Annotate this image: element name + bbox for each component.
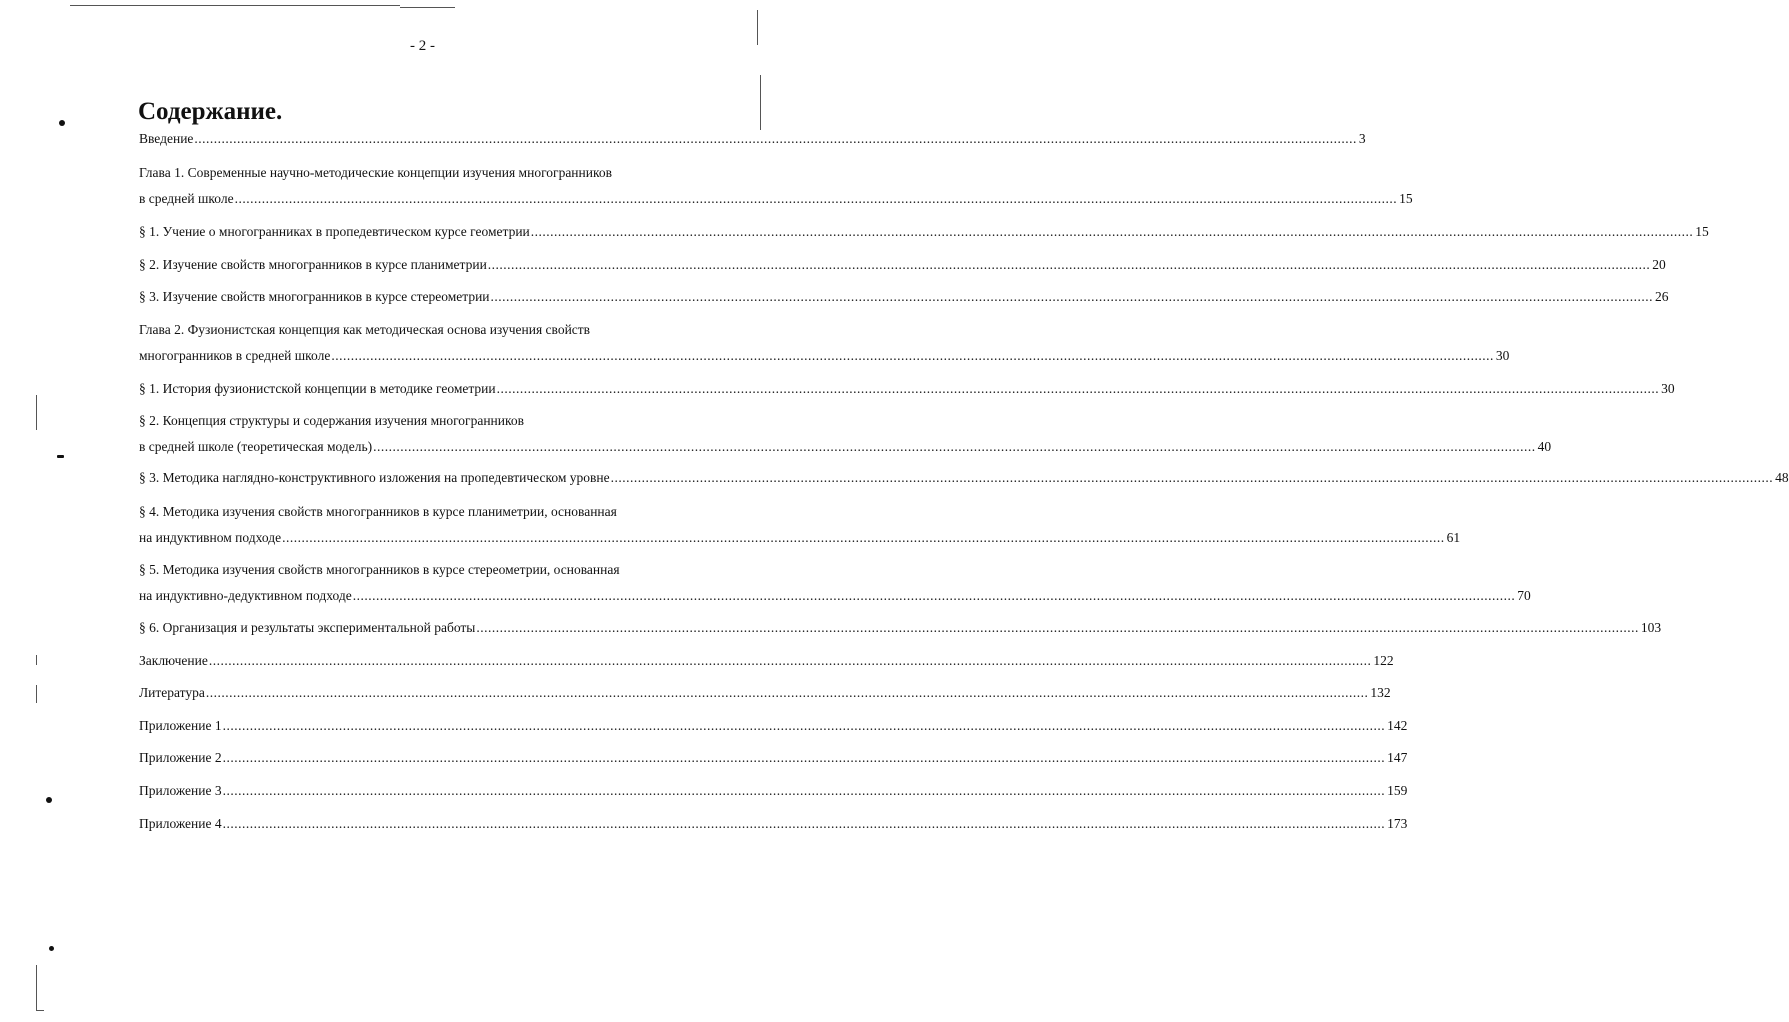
binding-hole-mark [49, 946, 54, 951]
scan-edge-line [36, 685, 37, 703]
toc-page-number: 147 [1387, 750, 1408, 765]
toc-entry-line[interactable] [139, 224, 1709, 240]
toc-leader-dots: ............................................................................................................................................................................................................................................................................................................ [222, 750, 1386, 765]
toc-page-number: 159 [1387, 783, 1408, 798]
toc-entry-text: Введение [139, 131, 194, 146]
toc-page-number: 103 [1640, 620, 1662, 635]
toc-leader-dots: ............................................................................................................................................................................................................................................................................................................ [496, 381, 1660, 396]
toc-entry-text: Глава 1. Современные научно-методические концепции изучения многогранников [139, 165, 612, 180]
binding-hole-mark [57, 455, 64, 458]
toc-page-number: 132 [1370, 685, 1391, 700]
toc-leader-dots: ............................................................................................................................................................................................................................................................................................................ [205, 685, 1369, 700]
toc-leader-dots: ............................................................................................................................................................................................................................................................................................................ [208, 653, 1372, 668]
toc-page-number: 30 [1495, 348, 1510, 363]
toc-entry-text: в средней школе (теоретическая модель) [139, 439, 373, 454]
toc-entry-text: Приложение 2 [139, 750, 222, 765]
toc-entry-text: на индуктивном подходе [139, 530, 282, 545]
toc-entry-line[interactable] [139, 381, 1675, 397]
toc-leader-dots: ............................................................................................................................................................................................................................................................................................................ [222, 816, 1386, 831]
toc-entry-line[interactable] [139, 783, 1408, 799]
toc-leader-dots: ............................................................................................................................................................................................................................................................................................................ [476, 620, 1639, 635]
toc-entry-line[interactable] [139, 816, 1408, 832]
toc-entry-line[interactable] [139, 289, 1669, 305]
toc-entry-text: § 2. Изучение свойств многогранников в курсе планиметрии [139, 257, 487, 272]
page-title: Содержание. [138, 98, 283, 125]
toc-entry-text: Приложение 4 [139, 816, 222, 831]
page-number: - 2 - [410, 38, 435, 54]
toc-entry-text: в средней школе [139, 191, 234, 206]
toc-leader-dots: ............................................................................................................................................................................................................................................................................................................ [222, 718, 1386, 733]
toc-leader-dots: ............................................................................................................................................................................................................................................................................................................ [234, 191, 1398, 206]
toc-entry-text: Глава 2. Фузионистская концепция как методическая основа изучения свойств [139, 322, 591, 337]
toc-leader-dots: ............................................................................................................................................................................................................................................................................................................ [487, 257, 1651, 272]
toc-entry-text: § 6. Организация и результаты экспериментальной работы [139, 620, 476, 635]
toc-page-number: 20 [1652, 257, 1666, 272]
toc-entry-line[interactable] [139, 653, 1394, 669]
toc-entry-line[interactable] [139, 685, 1391, 701]
binding-hole-mark [46, 797, 52, 803]
toc-page-number: 26 [1655, 289, 1669, 304]
toc-leader-dots: ............................................................................................................................................................................................................................................................................................................ [222, 783, 1386, 798]
toc-entry-line[interactable] [139, 750, 1408, 766]
toc-leader-dots: ............................................................................................................................................................................................................................................................................................................ [331, 348, 1494, 363]
toc-entry-text: Заключение [139, 653, 208, 668]
toc-entry-text: § 1. Учение о многогранниках в пропедевтическом курсе геометрии [139, 224, 530, 239]
toc-entry-text: Приложение 3 [139, 783, 222, 798]
toc-page-number: 3 [1358, 131, 1366, 146]
scan-edge-line [760, 75, 761, 130]
toc-page-number: 30 [1661, 381, 1675, 396]
toc-entry-line[interactable] [139, 191, 1413, 207]
toc-entry-line[interactable] [139, 131, 1366, 147]
toc-entry-text: на индуктивно-дедуктивном подходе [139, 588, 352, 603]
toc-leader-dots: ............................................................................................................................................................................................................................................................................................................ [530, 224, 1694, 239]
toc-leader-dots: ............................................................................................................................................................................................................................................................................................................ [352, 588, 1516, 603]
toc-entry-text: Приложение 1 [139, 718, 222, 733]
toc-page-number: 173 [1387, 816, 1408, 831]
toc-entry-text: § 1. История фузионистской концепции в методике геометрии [139, 381, 496, 396]
scan-edge-line [36, 1010, 44, 1011]
toc-entry-line[interactable] [139, 718, 1408, 734]
toc-page-number: 142 [1387, 718, 1408, 733]
toc-entry-line[interactable] [139, 257, 1666, 273]
toc-entry-text: § 3. Методика наглядно-конструктивного изложения на пропедевтическом уровне [139, 470, 610, 485]
toc-leader-dots: ............................................................................................................................................................................................................................................................................................................ [282, 530, 1445, 545]
toc-entry-line[interactable] [139, 348, 1510, 364]
toc-entry-line[interactable] [139, 620, 1662, 636]
toc-entry-line[interactable] [139, 530, 1461, 546]
scan-edge-line [400, 7, 455, 8]
toc-entry-line[interactable] [139, 470, 1789, 486]
toc-entry-text: § 3. Изучение свойств многогранников в курсе стереометрии [139, 289, 490, 304]
toc-entry-text: § 2. Концепция структуры и содержания изучения многогранников [139, 413, 525, 428]
toc-entry-text: § 5. Методика изучения свойств многогранников в курсе стереометрии, основанная [139, 562, 620, 577]
toc-page-number: 70 [1517, 588, 1531, 603]
toc-page-number: 15 [1399, 191, 1413, 206]
toc-page-number: 61 [1446, 530, 1461, 545]
scan-edge-line [36, 395, 37, 430]
toc-leader-dots: ............................................................................................................................................................................................................................................................................................................ [194, 131, 1357, 146]
toc-page-number: 48 [1775, 470, 1789, 485]
toc-leader-dots: ............................................................................................................................................................................................................................................................................................................ [373, 439, 1536, 454]
toc-entry-text: Литература [139, 685, 205, 700]
toc-entry-text: многогранников в средней школе [139, 348, 331, 363]
toc-leader-dots: ............................................................................................................................................................................................................................................................................................................ [490, 289, 1654, 304]
binding-hole-mark [59, 120, 65, 126]
toc-entry-text: § 4. Методика изучения свойств многогранников в курсе планиметрии, основанная [139, 504, 617, 519]
scan-edge-line [70, 5, 400, 6]
scan-edge-line [36, 965, 37, 1010]
toc-page-number: 122 [1373, 653, 1394, 668]
toc-entry-line[interactable] [139, 439, 1552, 455]
scan-edge-line [36, 655, 37, 665]
toc-page-number: 40 [1537, 439, 1552, 454]
toc-page-number: 15 [1695, 224, 1709, 239]
toc-leader-dots: ............................................................................................................................................................................................................................................................................................................ [610, 470, 1774, 485]
toc-entry-line[interactable] [139, 588, 1531, 604]
